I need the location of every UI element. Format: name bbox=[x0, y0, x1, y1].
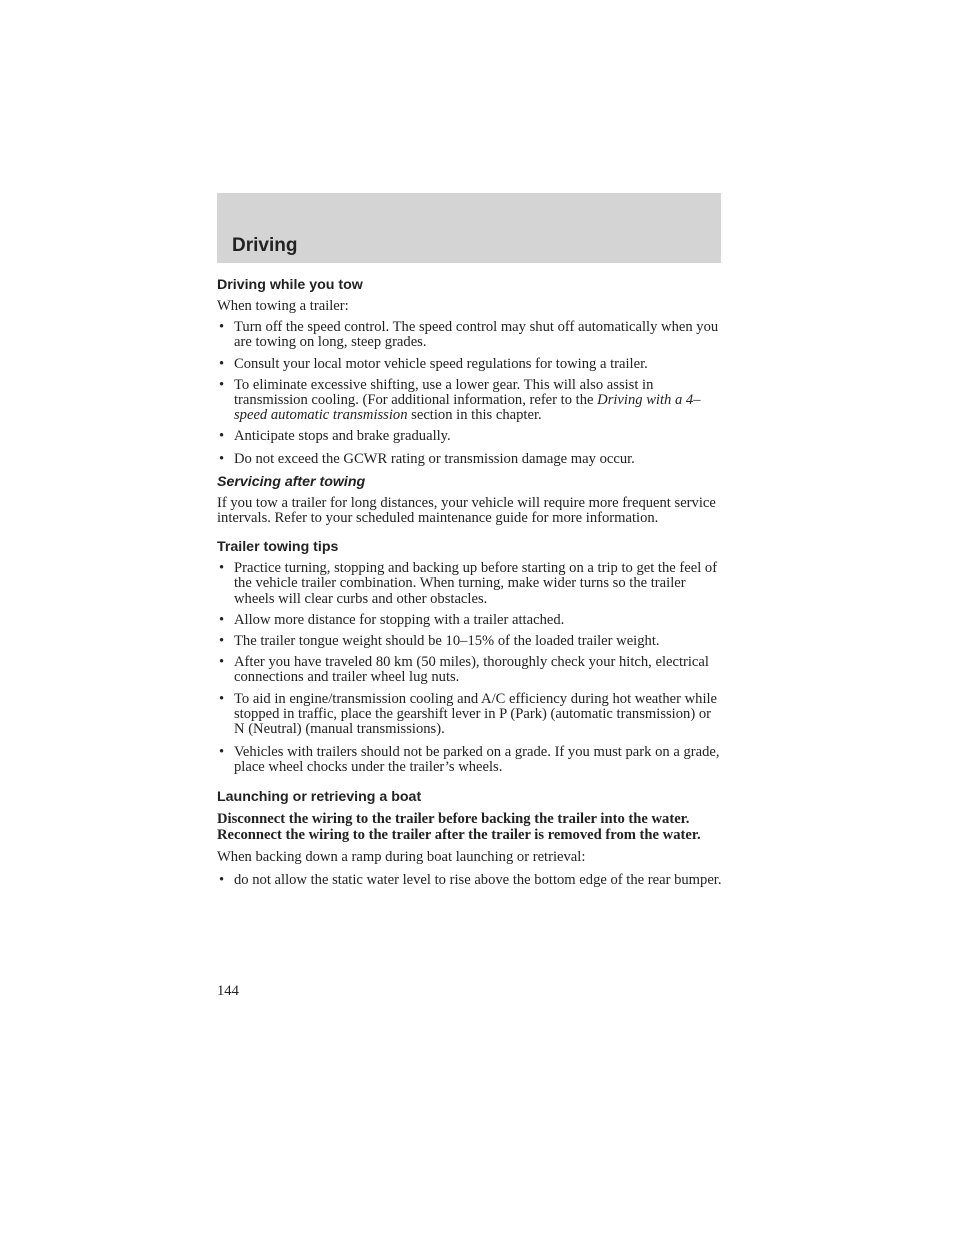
list-item-text: Vehicles with trailers should not be parked on a grade. If you must park on a grade, place wheel chocks under the trailer’s wheels. bbox=[234, 744, 720, 776]
tips-list bbox=[217, 561, 723, 775]
bullet-icon: • bbox=[219, 355, 225, 372]
bullet-icon: • bbox=[219, 319, 225, 336]
chapter-header-band bbox=[217, 193, 721, 263]
bullet-icon: • bbox=[219, 871, 225, 888]
list-item-text: After you have traveled 80 km (50 miles), thoroughly check your hitch, electrical connections and trailer wheel lug nuts. bbox=[234, 654, 709, 686]
bullet-icon: • bbox=[219, 560, 225, 577]
list-item-text: Consult your local motor vehicle speed regulations for towing a trailer. bbox=[234, 355, 648, 372]
section-heading-servicing: Servicing after towing bbox=[217, 473, 366, 490]
boat-intro: When backing down a ramp during boat launching or retrieval: bbox=[217, 848, 586, 865]
towing-intro: When towing a trailer: bbox=[217, 298, 349, 314]
section-heading-towing: Driving while you tow bbox=[217, 277, 363, 293]
page-content bbox=[217, 276, 723, 888]
list-item bbox=[217, 634, 723, 649]
list-item bbox=[217, 429, 723, 444]
servicing-text: If you tow a trailer for long distances, your vehicle will require more frequent service intervals. Refer to your scheduled maintenance guide for more information. bbox=[217, 494, 716, 527]
bullet-icon: • bbox=[219, 428, 225, 445]
list-item-text: Do not exceed the GCWR rating or transmission damage may occur. bbox=[234, 450, 635, 467]
list-item bbox=[217, 452, 723, 467]
page-number: 144 bbox=[217, 983, 239, 999]
list-item bbox=[217, 692, 723, 738]
section-heading-tips: Trailer towing tips bbox=[217, 539, 339, 556]
list-item-text: Allow more distance for stopping with a trailer attached. bbox=[234, 611, 565, 628]
list-item-text: To aid in engine/transmission cooling and A/C efficiency during hot weather while stopped in traffic, place the gearshift lever in P (Park) (automatic transmission) or N (Neutral) (manual transmissions). bbox=[234, 690, 718, 738]
list-item-text: Turn off the speed control. The speed control may shut off automatically when you are towing on long, steep grades. bbox=[234, 319, 719, 351]
list-item bbox=[217, 872, 723, 888]
list-item-text: section in this chapter. bbox=[407, 407, 542, 424]
bullet-icon: • bbox=[219, 654, 225, 671]
list-item bbox=[217, 613, 723, 628]
towing-list bbox=[217, 320, 723, 467]
list-item-text: To eliminate excessive shifting, use a lower gear. This will also assist in transmission cooling. (For additional information, refer to the bbox=[234, 376, 654, 409]
section-heading-boat: Launching or retrieving a boat bbox=[217, 788, 422, 805]
list-item bbox=[217, 320, 723, 350]
chapter-title: Driving bbox=[232, 235, 298, 256]
bullet-icon: • bbox=[219, 690, 225, 707]
cross-reference: Driving with a 4–speed automatic transmission bbox=[234, 392, 701, 424]
boat-warning: Disconnect the wiring to the trailer before backing the trailer into the water. Reconnect the wiring to the trailer after the trailer is removed from the water. bbox=[217, 810, 701, 843]
list-item bbox=[217, 357, 723, 372]
bullet-icon: • bbox=[219, 611, 225, 628]
bullet-icon: • bbox=[219, 744, 225, 761]
list-item bbox=[217, 655, 723, 685]
list-item-text: The trailer tongue weight should be 10–15% of the loaded trailer weight. bbox=[234, 633, 660, 650]
list-item bbox=[217, 745, 723, 775]
boat-list bbox=[217, 872, 723, 888]
list-item-text: do not allow the static water level to rise above the bottom edge of the rear bumper. bbox=[234, 871, 722, 888]
list-item-text: Anticipate stops and brake gradually. bbox=[234, 428, 451, 445]
list-item-text: Practice turning, stopping and backing up before starting on a trip to get the feel of the vehicle trailer combination. When turning, make wider turns so the trailer wheels will clear curbs and other obstacles. bbox=[234, 560, 718, 607]
bullet-icon: • bbox=[219, 376, 225, 393]
bullet-icon: • bbox=[219, 633, 225, 650]
bullet-icon: • bbox=[219, 450, 225, 467]
list-item bbox=[217, 561, 723, 607]
list-item bbox=[217, 378, 723, 424]
